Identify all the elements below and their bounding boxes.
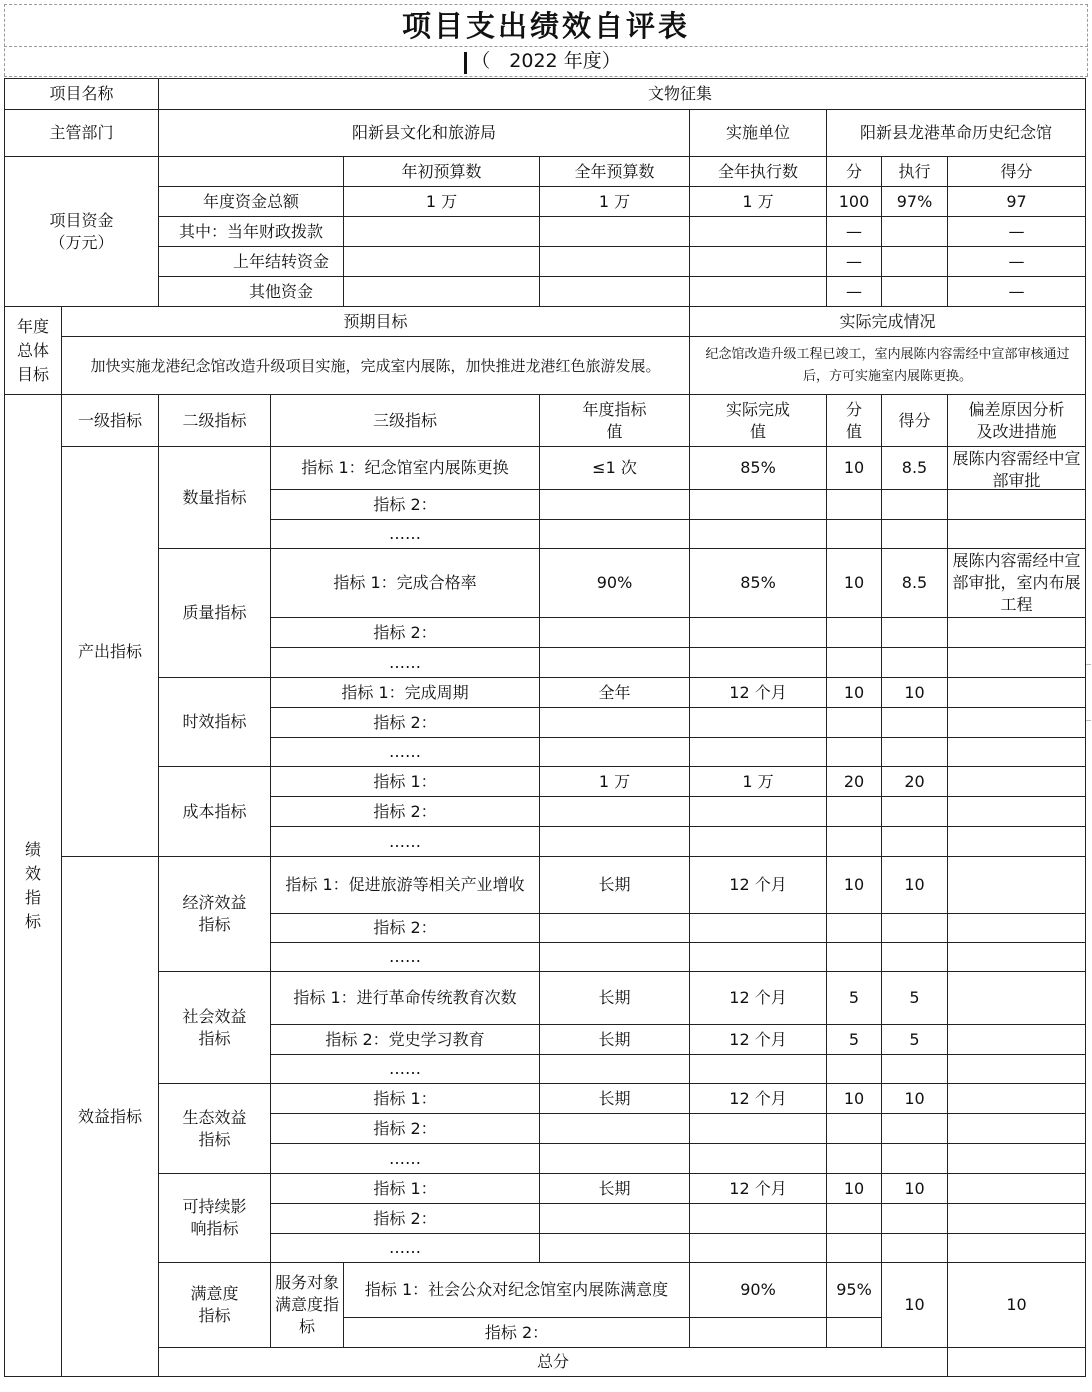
indicator-weight: 5 xyxy=(827,1025,882,1055)
level1-header: 一级指标 xyxy=(62,395,159,447)
quantity-indicator-label: 数量指标 xyxy=(159,447,271,549)
indicator-weight: 10 xyxy=(882,1263,948,1348)
funds-blank-header xyxy=(159,157,344,187)
empty-cell xyxy=(690,708,827,738)
indicator-score: 8.5 xyxy=(882,549,948,618)
indicator-target: 长期 xyxy=(540,857,690,914)
indicator-name: 指标 1： xyxy=(271,1084,540,1114)
indicator-row xyxy=(5,447,1086,490)
output-indicator-label: 产出指标 xyxy=(62,447,159,857)
empty-cell xyxy=(540,943,690,972)
empty-cell xyxy=(540,1144,690,1174)
empty-cell xyxy=(690,943,827,972)
indicator-row xyxy=(5,972,1086,1025)
funds-row xyxy=(5,217,1086,247)
empty-cell xyxy=(827,1318,882,1348)
benefit-indicator-label: 效益指标 xyxy=(62,857,159,1377)
empty-cell xyxy=(690,648,827,678)
empty-cell xyxy=(540,648,690,678)
empty-cell xyxy=(948,767,1086,797)
empty-cell xyxy=(827,738,882,767)
indicator-name: …… xyxy=(271,1234,540,1263)
indicator-name: 指标 2： xyxy=(271,797,540,827)
indicator-weight: 20 xyxy=(827,767,882,797)
reason-header-text: 偏差原因分析及改进措施 xyxy=(968,399,1065,441)
target-header-text: 年度指标值 xyxy=(582,399,647,441)
total-row xyxy=(5,1348,1086,1377)
satisfaction-indicator-text: 满意度指标 xyxy=(190,1284,239,1325)
empty-cell xyxy=(540,708,690,738)
empty-cell xyxy=(948,1055,1086,1084)
indicator-actual: 1 万 xyxy=(690,767,827,797)
indicator-score: 8.5 xyxy=(882,447,948,490)
funds-initial xyxy=(344,277,540,307)
indicator-target: 长期 xyxy=(540,1025,690,1055)
empty-cell xyxy=(540,490,690,520)
reason-header xyxy=(948,395,1086,447)
indicator-row xyxy=(5,1174,1086,1204)
empty-cell xyxy=(948,490,1086,520)
funds-executed xyxy=(690,247,827,277)
funds-rate xyxy=(882,217,948,247)
empty-cell xyxy=(540,738,690,767)
empty-cell xyxy=(882,1055,948,1084)
satisfaction-indicator-label xyxy=(159,1263,271,1348)
actual-header-text: 实际完成值 xyxy=(726,399,791,441)
indicator-row xyxy=(5,857,1086,914)
empty-cell xyxy=(827,914,882,943)
indicator-actual: 95% xyxy=(827,1263,882,1318)
indicator-target: 90% xyxy=(690,1263,827,1318)
empty-cell xyxy=(948,648,1086,678)
empty-cell xyxy=(690,738,827,767)
score-header: 得分 xyxy=(882,395,948,447)
indicator-target: 长期 xyxy=(540,1084,690,1114)
empty-cell xyxy=(948,1348,1086,1377)
funds-row xyxy=(5,187,1086,217)
funds-weight: — xyxy=(827,217,882,247)
target-header xyxy=(540,395,690,447)
empty-cell xyxy=(690,1234,827,1263)
funds-header-row xyxy=(5,157,1086,187)
reason-text: 展陈内容需经中宣部审批 xyxy=(952,449,1081,488)
empty-cell xyxy=(882,490,948,520)
dept-value: 阳新县文化和旅游局 xyxy=(159,110,690,157)
empty-cell xyxy=(948,618,1086,648)
indicator-name: 指标 2：党史学习教育 xyxy=(271,1025,540,1055)
indicator-weight: 10 xyxy=(827,549,882,618)
empty-cell xyxy=(827,1234,882,1263)
header-dashed-line xyxy=(4,76,1088,77)
social-indicator-label xyxy=(159,972,271,1084)
funds-weight: — xyxy=(827,277,882,307)
empty-cell xyxy=(690,520,827,549)
empty-cell xyxy=(948,857,1086,914)
weight-header xyxy=(827,395,882,447)
performance-indicator-label xyxy=(5,395,62,1377)
empty-cell xyxy=(882,738,948,767)
funds-rate: 97% xyxy=(882,187,948,217)
indicator-name: 指标 2： xyxy=(271,1204,540,1234)
empty-cell xyxy=(948,1084,1086,1114)
indicator-actual: 12 个月 xyxy=(690,1025,827,1055)
indicator-weight: 10 xyxy=(827,447,882,490)
empty-cell xyxy=(827,1114,882,1144)
indicator-name: 指标 1：社会公众对纪念馆室内展陈满意度 xyxy=(344,1263,690,1318)
funds-row-label: 其中：当年财政拨款 xyxy=(159,217,344,247)
indicator-reason xyxy=(948,549,1086,618)
weight-header: 分 xyxy=(827,157,882,187)
empty-cell xyxy=(690,490,827,520)
empty-cell xyxy=(690,1318,827,1348)
expected-goal-text: 加快实施龙港纪念馆改造升级项目实施，完成室内展陈，加快推进龙港红色旅游发展。 xyxy=(62,337,690,395)
project-name-row xyxy=(5,79,1086,110)
empty-cell xyxy=(540,1114,690,1144)
indicator-name: …… xyxy=(271,827,540,857)
indicator-name: 指标 1：促进旅游等相关产业增收 xyxy=(271,857,540,914)
indicator-actual: 85% xyxy=(690,549,827,618)
indicator-target: 全年 xyxy=(540,678,690,708)
ecological-indicator-label xyxy=(159,1084,271,1174)
indicator-name: 指标 2： xyxy=(271,618,540,648)
indicator-actual: 12 个月 xyxy=(690,1084,827,1114)
empty-cell xyxy=(827,1055,882,1084)
indicator-target: 1 万 xyxy=(540,767,690,797)
goals-label-text: 年度总体目标 xyxy=(17,316,50,384)
funds-score: 97 xyxy=(948,187,1086,217)
initial-budget-header: 年初预算数 xyxy=(344,157,540,187)
indicator-name: …… xyxy=(271,520,540,549)
empty-cell xyxy=(882,943,948,972)
indicator-score: 5 xyxy=(882,1025,948,1055)
sustainable-indicator-label xyxy=(159,1174,271,1263)
empty-cell xyxy=(827,943,882,972)
funds-label xyxy=(5,157,159,307)
service-indicator-text: 服务对象满意度指标 xyxy=(275,1273,340,1336)
indicator-row xyxy=(5,767,1086,797)
empty-cell xyxy=(540,520,690,549)
goals-label xyxy=(5,307,62,395)
indicator-name: …… xyxy=(271,1055,540,1084)
indicator-score: 10 xyxy=(882,1084,948,1114)
empty-cell xyxy=(948,678,1086,708)
indicator-name: …… xyxy=(271,738,540,767)
empty-cell xyxy=(540,914,690,943)
empty-cell xyxy=(948,1234,1086,1263)
empty-cell xyxy=(827,618,882,648)
empty-cell xyxy=(540,827,690,857)
empty-cell xyxy=(690,797,827,827)
funds-initial: 1 万 xyxy=(344,187,540,217)
empty-cell xyxy=(948,827,1086,857)
empty-cell xyxy=(827,648,882,678)
sustainable-indicator-text: 可持续影响指标 xyxy=(182,1197,247,1238)
empty-cell xyxy=(948,1204,1086,1234)
funds-score: — xyxy=(948,217,1086,247)
indicator-name: 指标 1：进行革命传统教育次数 xyxy=(271,972,540,1025)
funds-row xyxy=(5,247,1086,277)
indicator-row xyxy=(5,1263,1086,1318)
performance-indicator-text: 绩效指标 xyxy=(25,839,42,931)
indicator-actual: 12 个月 xyxy=(690,857,827,914)
economic-indicator-text: 经济效益指标 xyxy=(182,893,247,934)
funds-weight: 100 xyxy=(827,187,882,217)
indicator-name: 指标 1： xyxy=(271,767,540,797)
indicator-actual: 12 个月 xyxy=(690,1174,827,1204)
social-indicator-text: 社会效益指标 xyxy=(182,1006,247,1048)
funds-weight: — xyxy=(827,247,882,277)
indicator-row xyxy=(5,1084,1086,1114)
indicator-score: 10 xyxy=(882,1174,948,1204)
empty-cell xyxy=(540,797,690,827)
funds-annual xyxy=(540,247,690,277)
funds-initial xyxy=(344,217,540,247)
quality-indicator-label: 质量指标 xyxy=(159,549,271,678)
score-header: 得分 xyxy=(948,157,1086,187)
service-indicator-label xyxy=(271,1263,344,1348)
exec-rate-header: 执行 xyxy=(882,157,948,187)
indicator-name: …… xyxy=(271,1144,540,1174)
goals-header-row xyxy=(5,307,1086,337)
unit-value: 阳新县龙港革命历史纪念馆 xyxy=(827,110,1086,157)
empty-cell xyxy=(948,972,1086,1025)
indicator-target: 90% xyxy=(540,549,690,618)
indicator-name: 指标 1：纪念馆室内展陈更换 xyxy=(271,447,540,490)
funds-annual xyxy=(540,217,690,247)
indicator-score: 5 xyxy=(882,972,948,1025)
project-name-label: 项目名称 xyxy=(5,79,159,110)
year-subtitle: （ 2022 年度） xyxy=(471,50,621,72)
empty-cell xyxy=(948,520,1086,549)
empty-cell xyxy=(882,827,948,857)
empty-cell xyxy=(827,520,882,549)
funds-executed: 1 万 xyxy=(690,187,827,217)
empty-cell xyxy=(540,618,690,648)
level2-header: 二级指标 xyxy=(159,395,271,447)
funds-rate xyxy=(882,247,948,277)
indicator-target: ≤1 次 xyxy=(540,447,690,490)
empty-cell xyxy=(690,1114,827,1144)
empty-cell xyxy=(948,1025,1086,1055)
expected-goal-header: 预期目标 xyxy=(62,307,690,337)
empty-cell xyxy=(827,490,882,520)
actual-goal-header: 实际完成情况 xyxy=(690,307,1086,337)
empty-cell xyxy=(827,1144,882,1174)
empty-cell xyxy=(690,914,827,943)
funds-row-label: 上年结转资金 xyxy=(159,247,344,277)
reason-text: 展陈内容需经中宣部审批，室内布展工程 xyxy=(952,551,1081,614)
indicator-name: …… xyxy=(271,943,540,972)
empty-cell xyxy=(882,914,948,943)
indicator-name: 指标 1： xyxy=(271,1174,540,1204)
empty-cell xyxy=(690,1144,827,1174)
empty-cell xyxy=(827,1204,882,1234)
indicator-name: 指标 2： xyxy=(344,1318,690,1348)
empty-cell xyxy=(882,618,948,648)
funds-row-label: 年度资金总额 xyxy=(159,187,344,217)
funds-executed xyxy=(690,217,827,247)
executed-header: 全年执行数 xyxy=(690,157,827,187)
funds-score: — xyxy=(948,247,1086,277)
empty-cell xyxy=(948,914,1086,943)
empty-cell xyxy=(690,1055,827,1084)
empty-cell xyxy=(948,943,1086,972)
empty-cell xyxy=(948,1174,1086,1204)
indicator-name: 指标 2： xyxy=(271,490,540,520)
empty-cell xyxy=(882,708,948,738)
indicator-name: …… xyxy=(271,648,540,678)
indicator-weight: 10 xyxy=(827,1084,882,1114)
empty-cell xyxy=(948,708,1086,738)
goals-content-row xyxy=(5,337,1086,395)
empty-cell xyxy=(690,618,827,648)
economic-indicator-label xyxy=(159,857,271,972)
empty-cell xyxy=(690,827,827,857)
empty-cell xyxy=(827,827,882,857)
empty-cell xyxy=(948,738,1086,767)
unit-label: 实施单位 xyxy=(690,110,827,157)
empty-cell xyxy=(948,1144,1086,1174)
funds-row-label: 其他资金 xyxy=(159,277,344,307)
indicator-name: 指标 2： xyxy=(271,708,540,738)
empty-cell xyxy=(882,648,948,678)
indicator-row xyxy=(5,678,1086,708)
funds-annual xyxy=(540,277,690,307)
funds-score: — xyxy=(948,277,1086,307)
empty-cell xyxy=(882,1114,948,1144)
empty-cell xyxy=(882,1204,948,1234)
empty-cell xyxy=(540,1204,690,1234)
empty-cell xyxy=(540,1055,690,1084)
weight-header-text: 分值 xyxy=(846,399,863,441)
empty-cell xyxy=(882,1144,948,1174)
header-dashed-line xyxy=(4,4,1088,5)
indicator-actual: 12 个月 xyxy=(690,678,827,708)
funds-rate xyxy=(882,277,948,307)
funds-label-text: 项目资金（万元） xyxy=(49,210,114,252)
indicator-score: 10 xyxy=(882,678,948,708)
empty-cell xyxy=(540,1234,690,1263)
funds-initial xyxy=(344,247,540,277)
indicator-row xyxy=(5,549,1086,618)
funds-executed xyxy=(690,277,827,307)
indicator-score: 10 xyxy=(948,1263,1086,1348)
indicator-header-row xyxy=(5,395,1086,447)
empty-cell xyxy=(882,797,948,827)
indicator-weight: 10 xyxy=(827,678,882,708)
indicator-score: 10 xyxy=(882,857,948,914)
empty-cell xyxy=(882,520,948,549)
ecological-indicator-text: 生态效益指标 xyxy=(182,1107,247,1149)
empty-cell xyxy=(948,797,1086,827)
empty-cell xyxy=(827,708,882,738)
indicator-name: 指标 1：完成周期 xyxy=(271,678,540,708)
indicator-target: 长期 xyxy=(540,972,690,1025)
indicator-weight: 5 xyxy=(827,972,882,1025)
indicator-name: 指标 2： xyxy=(271,914,540,943)
actual-header xyxy=(690,395,827,447)
funds-row xyxy=(5,277,1086,307)
indicator-target: 长期 xyxy=(540,1174,690,1204)
empty-cell xyxy=(948,1114,1086,1144)
indicator-name: 指标 2： xyxy=(271,1114,540,1144)
empty-cell xyxy=(827,797,882,827)
dept-label: 主管部门 xyxy=(5,110,159,157)
evaluation-table xyxy=(4,78,1086,1377)
indicator-reason xyxy=(948,447,1086,490)
empty-cell xyxy=(690,1204,827,1234)
empty-cell xyxy=(882,1234,948,1263)
level3-header: 三级指标 xyxy=(271,395,540,447)
indicator-weight: 10 xyxy=(827,1174,882,1204)
indicator-name: 指标 1：完成合格率 xyxy=(271,549,540,618)
actual-goal-text: 纪念馆改造升级工程已竣工，室内展陈内容需经中宣部审核通过后，方可实施室内展陈更换。 xyxy=(690,337,1086,395)
indicator-actual: 85% xyxy=(690,447,827,490)
funds-annual: 1 万 xyxy=(540,187,690,217)
annual-budget-header: 全年预算数 xyxy=(540,157,690,187)
timeliness-indicator-label: 时效指标 xyxy=(159,678,271,767)
indicator-actual: 12 个月 xyxy=(690,972,827,1025)
indicator-score: 20 xyxy=(882,767,948,797)
department-row xyxy=(5,110,1086,157)
indicator-weight: 10 xyxy=(827,857,882,914)
total-label: 总分 xyxy=(159,1348,948,1377)
cost-indicator-label: 成本指标 xyxy=(159,767,271,857)
project-name-value: 文物征集 xyxy=(159,79,1086,110)
form-title: 项目支出绩效自评表 xyxy=(401,9,690,43)
